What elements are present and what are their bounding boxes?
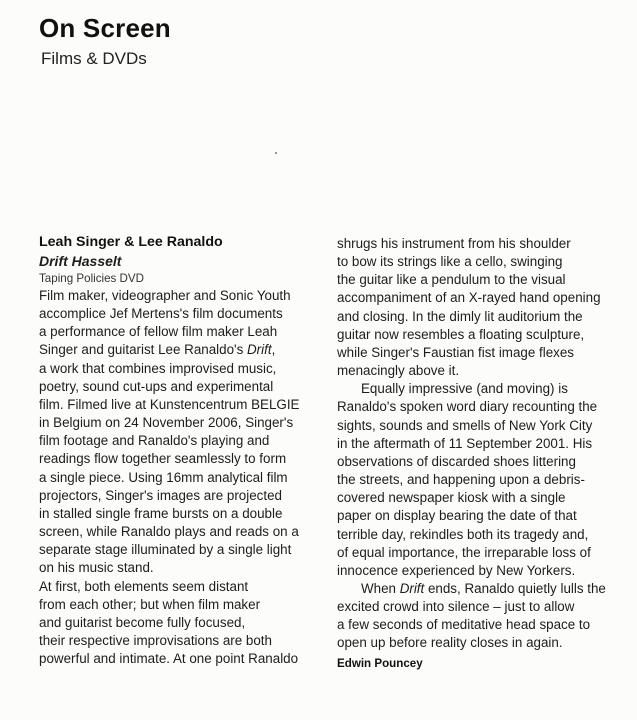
text-line: film. Filmed live at Kunstencentrum BELGIE [39, 396, 300, 412]
text-line: of equal importance, the irreparable loss of [337, 544, 591, 560]
text-line: Film maker, videographer and Sonic Youth [39, 288, 291, 303]
text-line: on his music stand. [39, 560, 154, 576]
text-line: a performance of fellow film maker Leah [39, 324, 278, 340]
right-paragraph-3 [337, 580, 629, 653]
text-line: paper on display bearing the date of that [337, 508, 577, 524]
text-line: a single piece. Using 16mm analytical film [39, 469, 288, 485]
page-title: On Screen [39, 13, 171, 43]
text-line: and guitarist become fully focused, [39, 614, 246, 630]
text-line: a work that combines improvised music, [39, 360, 277, 376]
page-header [39, 12, 599, 70]
text-line: in Belgium on 24 November 2006, Singer's [39, 415, 294, 431]
text-line: the streets, and happening upon a debris- [337, 472, 585, 488]
print-speck [275, 152, 277, 154]
text-line: observations of discarded shoes littering [337, 453, 576, 469]
left-paragraph-1 [39, 287, 331, 578]
text-line: their respective improvisations are both [39, 632, 272, 648]
left-paragraph-2 [39, 578, 331, 669]
text-line: readings flow together seamlessly to form [39, 451, 287, 467]
text-line: Ranaldo's spoken word diary recounting the [337, 399, 598, 415]
text-line: menacingly above it. [337, 363, 460, 379]
text-line: guitar now resembles a floating sculpture, [337, 326, 585, 342]
text-line: in stalled single frame bursts on a double [39, 505, 283, 521]
right-paragraph-1 [337, 235, 629, 380]
left-column [39, 233, 331, 668]
text-segment: When [361, 580, 400, 596]
release-title: Drift Hasselt [39, 253, 122, 269]
text-line: Equally impressive (and moving) is [361, 381, 568, 397]
text-line: At first, both elements seem distant [39, 578, 249, 594]
text-line: from each other; but when film maker [39, 596, 261, 612]
text-line: accomplice Jef Mertens's film documents [39, 306, 283, 322]
page-subtitle: Films & DVDs [41, 49, 147, 68]
text-line: excited crowd into silence – just to allow [337, 599, 575, 615]
text-line: poetry, sound cut-ups and experimental [39, 378, 274, 394]
text-line: innocence experienced by New Yorkers. [337, 562, 576, 578]
text-segment: ends, Ranaldo quietly lulls the [424, 580, 606, 596]
italic-title-drift: Drift [399, 580, 425, 596]
text-line: and closing. In the dimly lit auditorium the [337, 308, 583, 324]
text-line: open up before reality closes in again. [337, 635, 563, 651]
text-segment: Singer and guitarist Lee Ranaldo's [39, 342, 248, 358]
italic-title-drift: Drift [247, 342, 272, 358]
right-paragraph-2 [337, 380, 629, 580]
text-line: shrugs his instrument from his shoulder [337, 236, 571, 251]
text-line: powerful and intimate. At one point Ranaldo [39, 651, 299, 667]
text-line: separate stage illuminated by a single light [39, 542, 292, 558]
review-article [39, 233, 629, 713]
text-line [39, 341, 331, 359]
release-label: Taping Policies DVD [39, 272, 145, 285]
text-line: accompaniment of an X-rayed hand opening [337, 290, 601, 306]
text-line: screen, while Ranaldo plays and reads on a [39, 524, 299, 540]
review-artists: Leah Singer & Lee Ranaldo [39, 234, 223, 250]
text-line: covered newspaper kiosk with a single [337, 490, 566, 506]
text-line: projectors, Singer's images are projected [39, 487, 282, 503]
text-line: sights, sounds and smells of New York City [337, 417, 593, 433]
text-line: to bow its strings like a cello, swinging [337, 254, 563, 270]
text-line: terrible day, rekindles both its tragedy and, [337, 526, 589, 542]
right-column [337, 235, 629, 673]
text-line: a few seconds of meditative head space to [337, 617, 591, 633]
text-line: the guitar like a pendulum to the visual [337, 272, 566, 288]
text-line: while Singer's Faustian fist image flexes [337, 344, 574, 360]
review-author: Edwin Pouncey [337, 656, 423, 670]
text-line [337, 580, 629, 598]
text-segment: , [271, 342, 276, 358]
text-line: film footage and Ranaldo's playing and [39, 433, 270, 449]
text-line: in the aftermath of 11 September 2001. His [337, 435, 593, 451]
